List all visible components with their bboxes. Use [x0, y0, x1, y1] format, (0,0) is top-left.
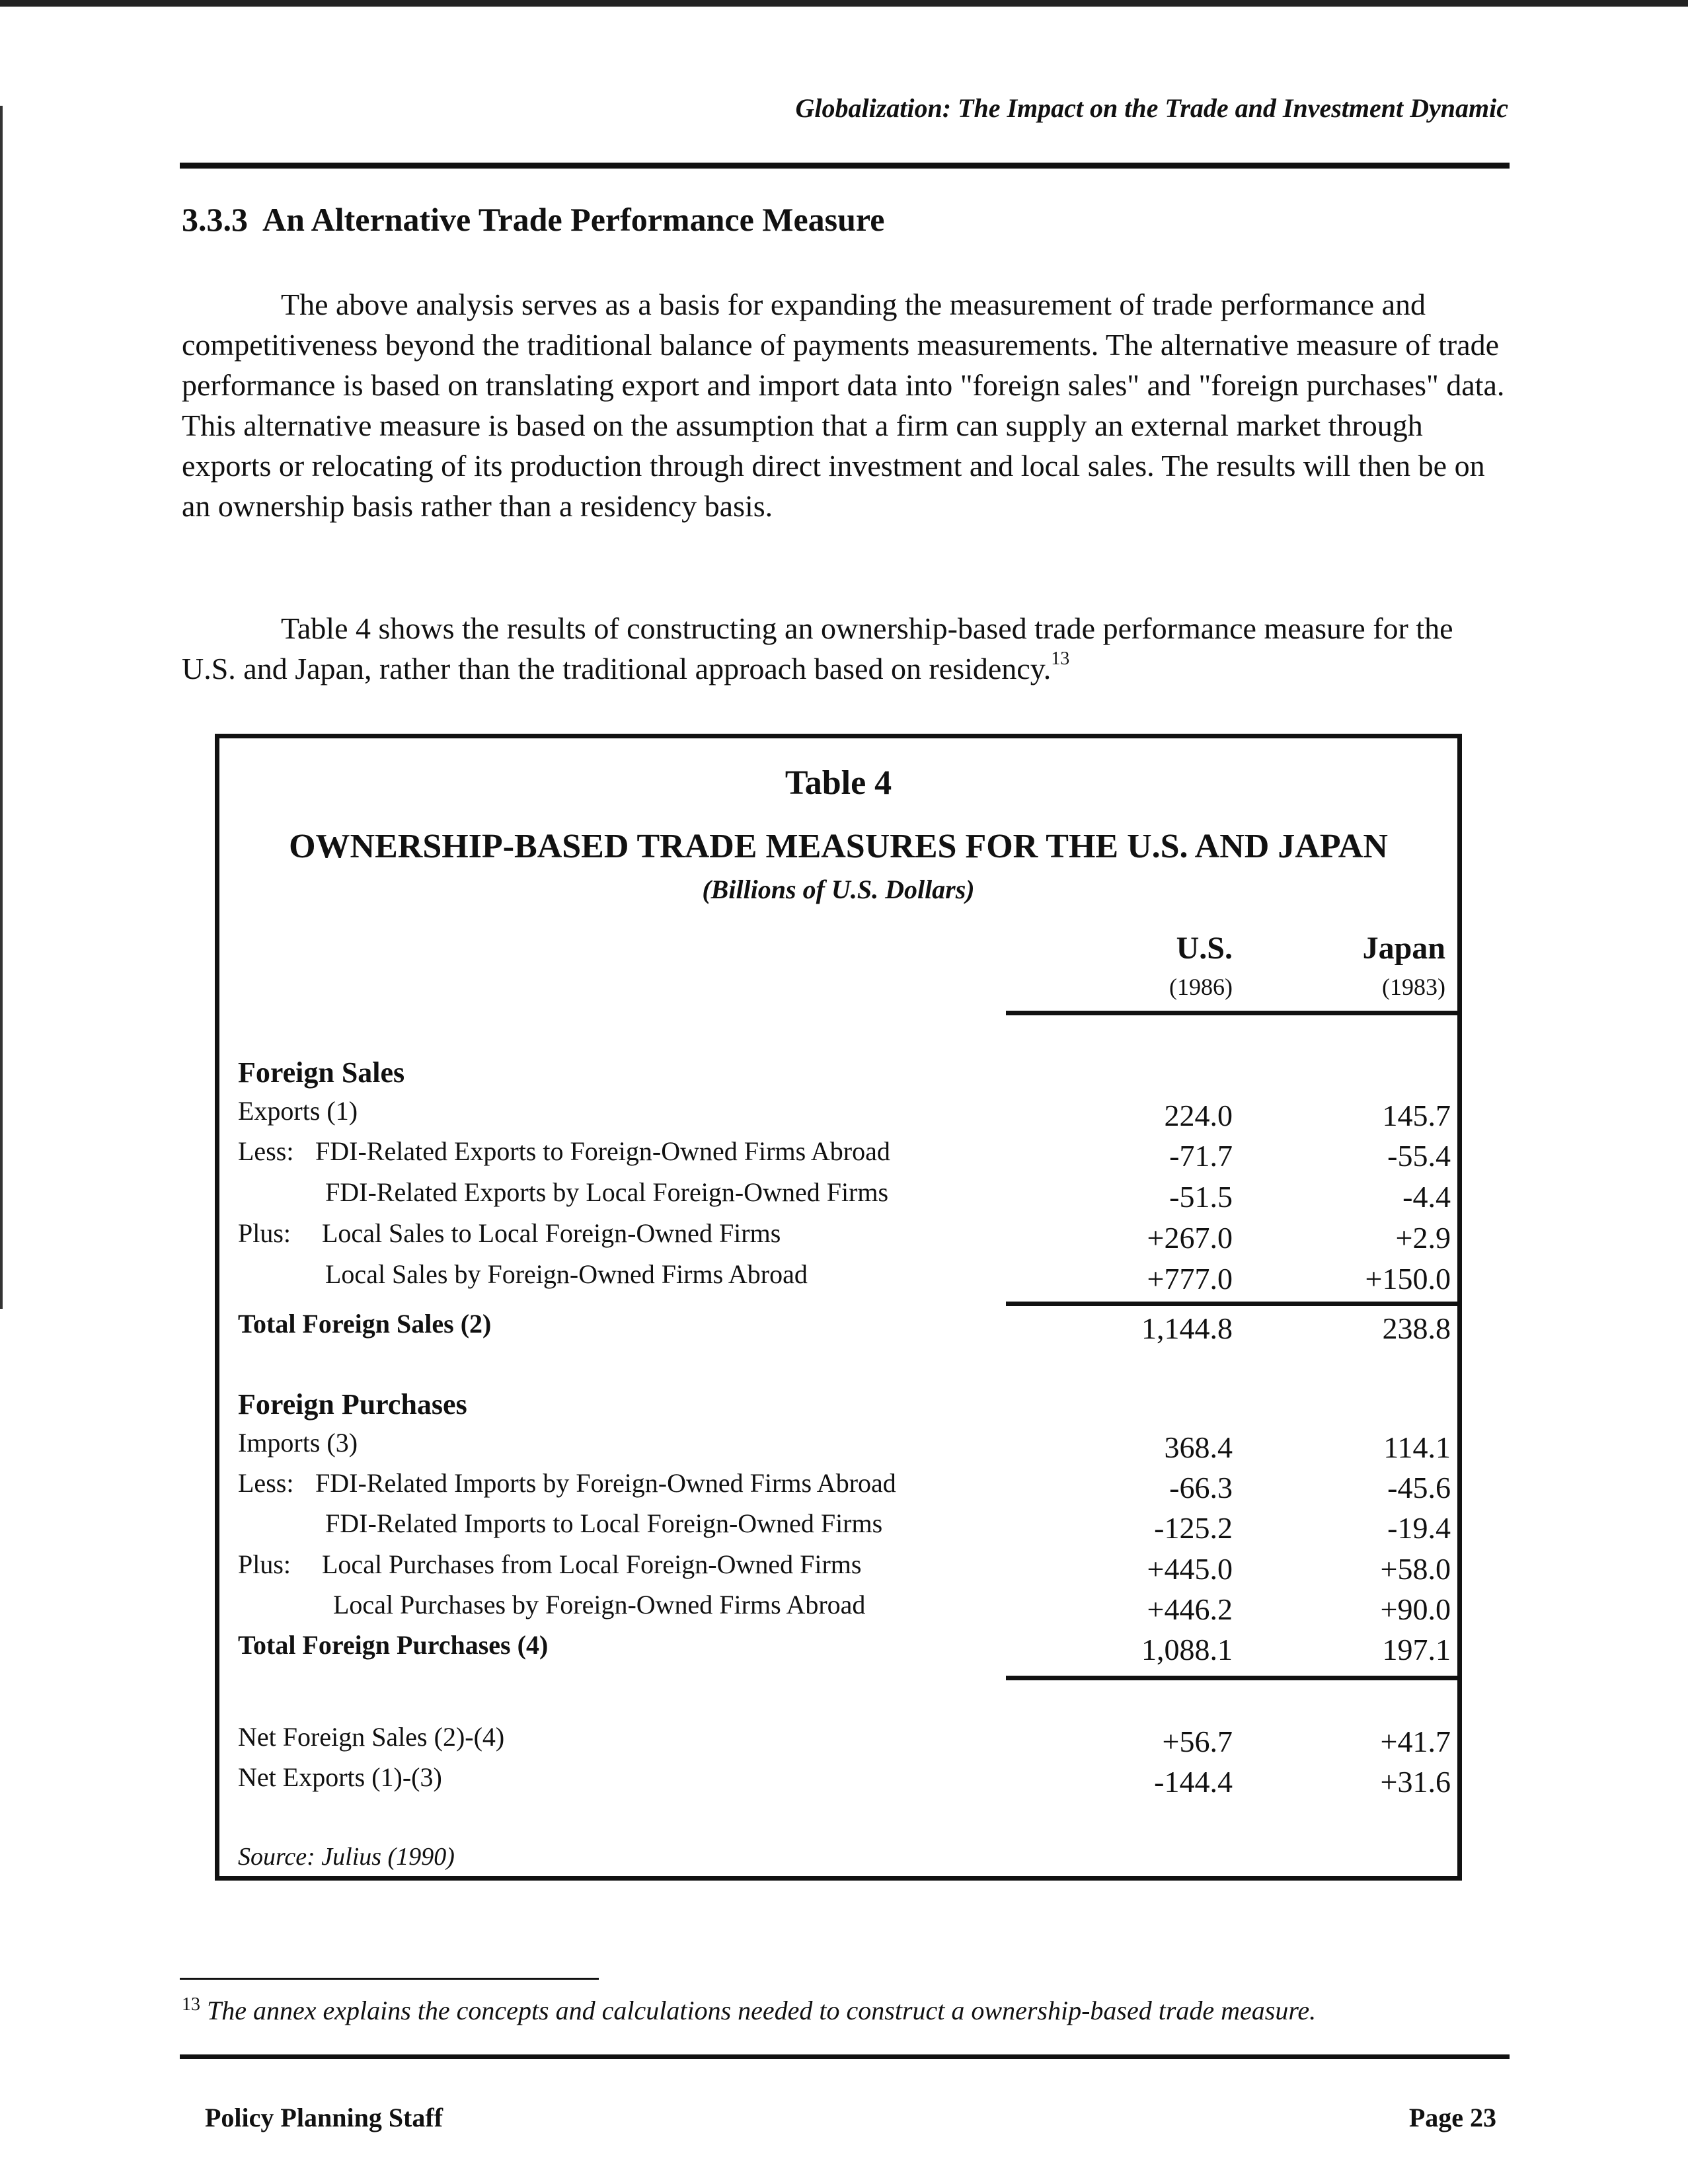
column-year-us: (1986) — [1169, 974, 1233, 1000]
subtotal-rule — [1006, 1676, 1457, 1680]
value-us: -71.7 — [1169, 1139, 1233, 1173]
row-label: FDI-Related Imports to Local Foreign-Owned Firms — [325, 1508, 883, 1538]
value-japan: -55.4 — [1387, 1139, 1451, 1173]
table-row — [219, 1508, 1457, 1547]
value-us: +56.7 — [1162, 1725, 1233, 1758]
table-subtitle: OWNERSHIP-BASED TRADE MEASURES FOR THE U.S. AND JAPAN — [289, 828, 1388, 865]
table-row — [219, 1136, 1457, 1175]
section-label-row — [219, 1056, 1457, 1095]
body-paragraph-1 — [182, 284, 1510, 526]
subtotal-rule — [1006, 1302, 1457, 1306]
header-rule — [180, 163, 1510, 169]
value-japan: +41.7 — [1380, 1725, 1451, 1758]
running-title: Globalization: The Impact on the Trade and Investment Dynamic — [795, 93, 1508, 123]
column-header-us: U.S. — [1176, 931, 1233, 966]
value-japan: +90.0 — [1380, 1592, 1451, 1626]
table-4 — [215, 734, 1462, 1881]
paragraph-1-text: The above analysis serves as a basis for expanding the measurement of trade performance and competitiveness beyond the traditional balance of payments measurements. The alternative measure of trade performance is based on translating export and import data into "foreign sales" and "foreign purchases" data. This alternative measure is based on the assumption that a firm can supply an external market through exports or relocating of its production through direct investment and local sales. The results will then be on an ownership basis rather than a residency basis. — [182, 288, 1505, 523]
row-prefix: Plus: — [238, 1549, 291, 1579]
row-label: Total Foreign Purchases (4) — [238, 1630, 549, 1660]
column-header-japan: Japan — [1362, 931, 1445, 966]
table-row — [219, 1177, 1457, 1216]
table-units: (Billions of U.S. Dollars) — [702, 875, 975, 904]
paragraph-2-text: Table 4 shows the results of constructing an ownership-based trade performance measure for the U.S. and Japan, rather than the traditional approach based on residency. — [182, 611, 1453, 685]
table-row — [219, 1721, 1457, 1761]
row-label: Local Sales by Foreign-Owned Firms Abroad — [325, 1259, 808, 1289]
value-japan: +150.0 — [1365, 1262, 1451, 1296]
table-row — [219, 1218, 1457, 1257]
page-number: Page 23 — [1408, 2103, 1496, 2132]
value-japan: +2.9 — [1395, 1221, 1451, 1255]
value-us: +777.0 — [1147, 1262, 1233, 1296]
value-japan: +31.6 — [1380, 1765, 1451, 1799]
row-label: FDI-Related Imports by Foreign-Owned Firms Abroad — [315, 1468, 896, 1498]
table-row — [219, 1549, 1457, 1588]
total-row — [219, 1629, 1457, 1669]
scan-margin-mark — [0, 106, 3, 1309]
row-label: Local Sales to Local Foreign-Owned Firms — [322, 1218, 781, 1248]
value-japan: 238.8 — [1382, 1311, 1451, 1345]
value-japan: -45.6 — [1387, 1471, 1451, 1504]
body-paragraph-2 — [182, 608, 1510, 689]
footnote-number: 13 — [182, 1994, 200, 2015]
table-row — [219, 1589, 1457, 1629]
value-japan: -4.4 — [1402, 1180, 1451, 1214]
table-row — [219, 1427, 1457, 1467]
table-row — [219, 1762, 1457, 1801]
value-japan: 197.1 — [1382, 1633, 1451, 1666]
row-label: FDI-Related Exports to Foreign-Owned Firms Abroad — [315, 1136, 890, 1166]
section-label: Foreign Purchases — [238, 1388, 467, 1421]
table-row — [219, 1259, 1457, 1298]
row-prefix: Less: — [238, 1136, 294, 1166]
section-label: Foreign Sales — [238, 1056, 405, 1089]
row-label: Local Purchases by Foreign-Owned Firms Abroad — [333, 1590, 866, 1619]
table-title: Table 4 — [785, 764, 892, 802]
value-us: +446.2 — [1147, 1592, 1233, 1626]
row-label: FDI-Related Exports by Local Foreign-Owned Firms — [325, 1177, 889, 1207]
row-label: Imports (3) — [238, 1428, 358, 1458]
value-japan: 114.1 — [1383, 1430, 1451, 1464]
value-us: 1,144.8 — [1141, 1311, 1233, 1345]
section-heading — [182, 200, 884, 239]
row-prefix: Less: — [238, 1468, 294, 1498]
footnote-text: The annex explains the concepts and calculations needed to construct a ownership-based trade measure. — [207, 1996, 1317, 2025]
page-top-edge — [0, 0, 1688, 7]
value-us: -51.5 — [1169, 1180, 1233, 1214]
value-us: 1,088.1 — [1141, 1633, 1233, 1666]
table-row — [219, 1467, 1457, 1507]
row-prefix: Plus: — [238, 1218, 291, 1248]
value-us: +445.0 — [1147, 1552, 1233, 1586]
row-label: Local Purchases from Local Foreign-Owned Firms — [322, 1549, 862, 1579]
total-row — [219, 1308, 1457, 1348]
section-label-row — [219, 1387, 1457, 1427]
value-japan: -19.4 — [1387, 1511, 1451, 1545]
column-year-japan: (1983) — [1382, 974, 1445, 1000]
row-label: Exports (1) — [238, 1096, 358, 1126]
footer-org: Policy Planning Staff — [205, 2103, 443, 2132]
value-us: 224.0 — [1164, 1099, 1233, 1132]
table-source: Source: Julius (1990) — [238, 1843, 455, 1871]
row-label: Net Foreign Sales (2)-(4) — [238, 1722, 505, 1752]
value-us: -66.3 — [1169, 1471, 1233, 1504]
header-underline — [1006, 1011, 1457, 1015]
footnote-reference: 13 — [1051, 648, 1070, 669]
footer-rule — [180, 2054, 1510, 2059]
value-us: -125.2 — [1154, 1511, 1233, 1545]
value-japan: 145.7 — [1382, 1099, 1451, 1132]
section-title: An Alternative Trade Performance Measure — [262, 201, 885, 238]
value-us: +267.0 — [1147, 1221, 1233, 1255]
value-us: 368.4 — [1164, 1430, 1233, 1464]
value-japan: +58.0 — [1380, 1552, 1451, 1586]
footnote — [182, 1995, 1316, 2026]
row-label: Total Foreign Sales (2) — [238, 1309, 492, 1339]
table-row — [219, 1095, 1457, 1135]
footnote-rule — [180, 1978, 599, 1980]
row-label: Net Exports (1)-(3) — [238, 1762, 442, 1792]
section-number: 3.3.3 — [182, 201, 248, 238]
value-us: -144.4 — [1154, 1765, 1233, 1799]
